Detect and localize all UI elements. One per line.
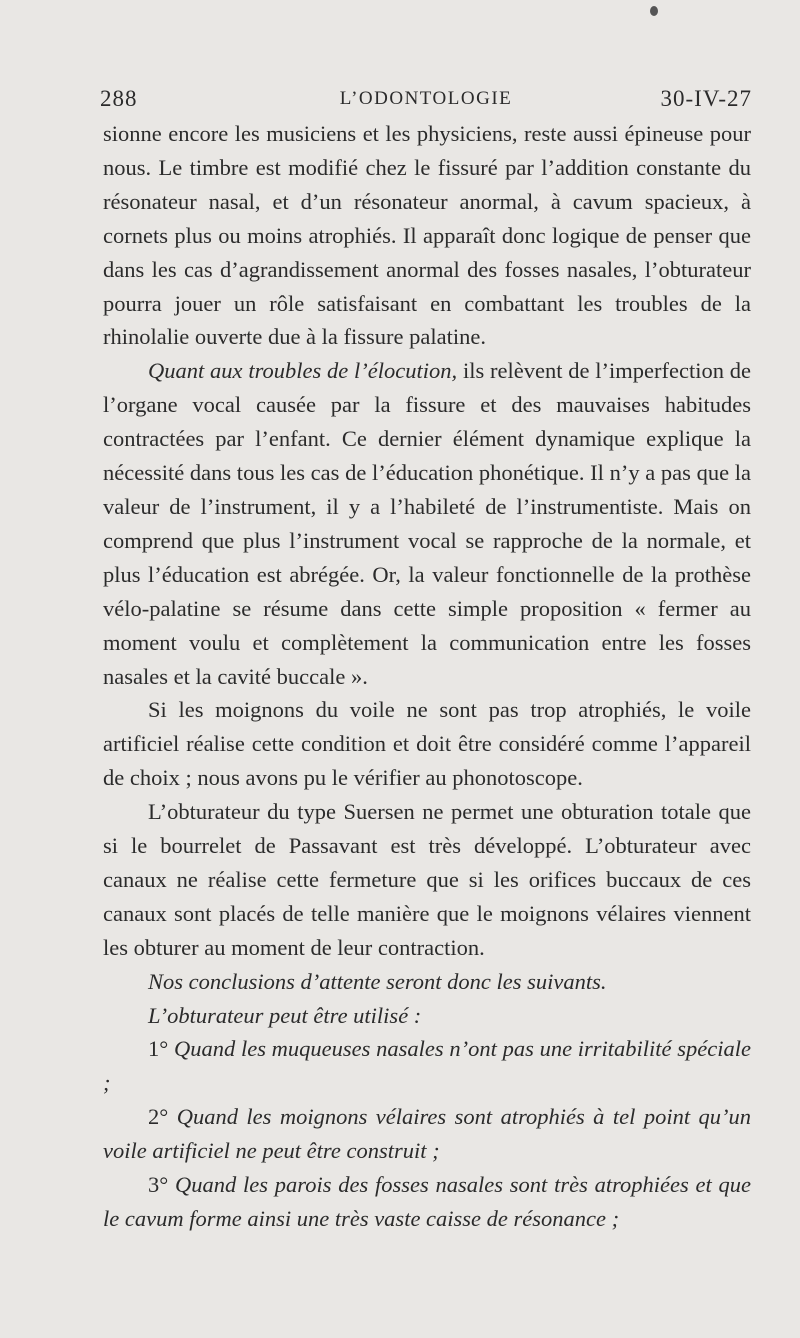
ink-dot [650,6,658,16]
paragraph-moignons: Si les moignons du voile ne sont pas trop atrophiés, le voile artificiel réalise cette condition et doit être considéré comme l’appareil de choix ; nous avons pu le vérifier au phonotoscope. [103,697,751,791]
conclusion-item-1 [103,1032,751,1100]
item-text: Quand les parois des fosses nasales sont très atrophiées et que le cavum forme ainsi une très vaste caisse de résonance ; [103,1172,752,1231]
running-header [100,86,752,116]
item-marker: 2° [148,1104,169,1130]
elocution-text: ils relèvent de l’imperfection de l’organe vocal causée par la fissure et des mauvaises habitudes contractées par l’enfant. Ce dernier élément dynamique explique la nécessité dans tous les cas de l’éducation phonétique. Il n’y a pas que la valeur de l’instrument, il y a l’habileté de l’instrumentiste. Mais on comprend que plus l’instrument vocal se rapproche de la normale, et plus l’éducation est abrégée. Or, la valeur fonctionnelle de la prothèse vélo-palatine se résume dans cette simple proposition « fermer au moment voulu et complètement la communication entre les fosses nasales et la cavité buccale ». [103,358,751,689]
paragraph-elocution [103,354,751,693]
elocution-lead: Quant aux troubles de l’élocution, [148,358,458,384]
item-text: Quand les muqueuses nasales n’ont pas une irritabilité spéciale ; [103,1036,751,1096]
issue-date: 30-IV-27 [660,86,752,111]
paragraph-suersen: L’obturateur du type Suersen ne permet une obturation totale que si le bourrelet de Passavant est très développé. L’obturateur avec canaux ne réalise cette fermeture que si les orifices buccaux de ces canaux sont placés de telle manière que le moignons vélaires viennent les obturer au moment de leur contraction. [103,799,751,960]
paragraph-timbre: sionne encore les musiciens et les physiciens, reste aussi épineuse pour nous. Le timbre est modifié chez le fissuré par l’addition constante du résonateur nasal, et d’un résonateur anormal, à cavum spacieux, à cornets plus ou moins atrophiés. Il apparaît donc logique de penser que dans les cas d’agrandissement anormal des fosses nasales, l’obturateur pourra jouer un rôle satisfaisant en combattant les troubles de la rhinolalie ouverte due à la fissure palatine. [103,121,751,350]
page-number: 288 [100,86,138,111]
journal-title: L’ODONTOLOGIE [339,88,513,109]
item-text: Quand les moignons vélaires sont atrophiés à tel point qu’un voile artificiel ne peut être construit ; [103,1104,752,1164]
item-marker: 3° [148,1172,169,1198]
obturateur-usage: L’obturateur peut être utilisé : [148,1002,422,1028]
conclusion-item-2 [103,1100,751,1168]
conclusions-heading: Nos conclusions d’attente seront donc les suivants. [148,968,607,994]
item-marker: 1° [148,1036,169,1062]
page-body [103,117,751,1236]
conclusion-item-3 [103,1168,751,1236]
